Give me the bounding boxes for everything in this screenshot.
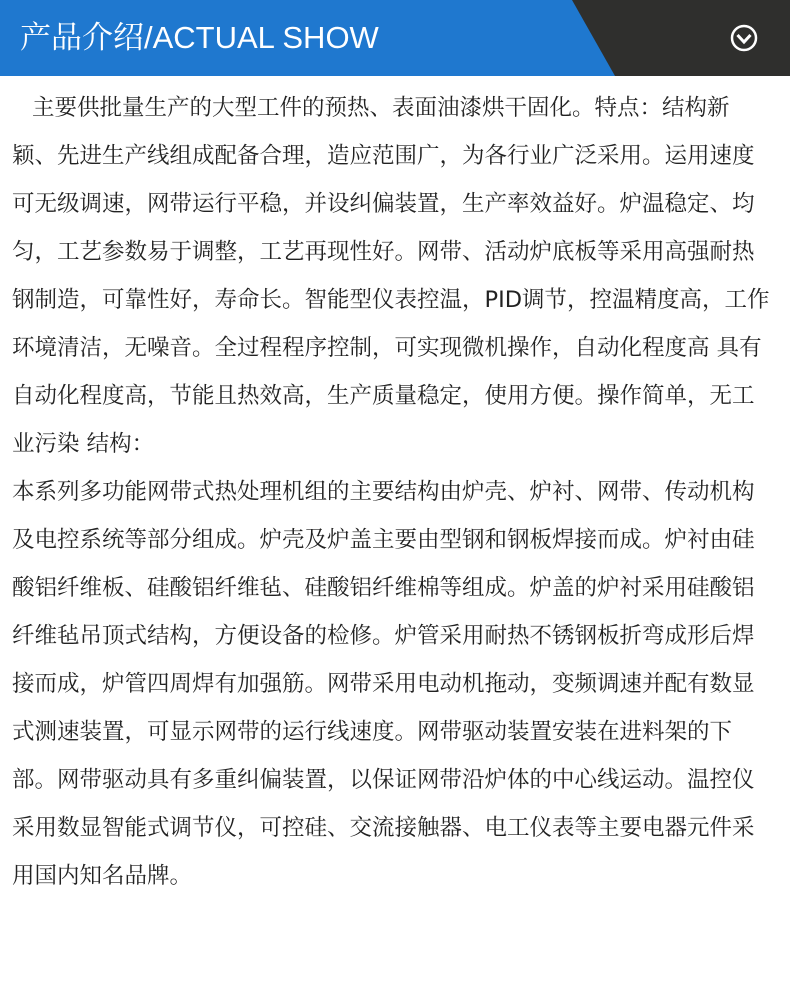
product-description (0, 84, 790, 900)
section-header (0, 0, 790, 76)
paragraph-features: 主要供批量生产的大型工件的预热、表面油漆烘干固化。特点：结构新颖、先进生产线组成配备合理，造应范围广，为各行业广泛采用。运用速度可无级调速，网带运行平稳，并设纠偏装置，生产率效益好。炉温稳定、均匀，工艺参数易于调整，工艺再现性好。网带、活动炉底板等采用高强耐热钢制造，可靠性好，寿命长。智能型仪表控温，PID调节，控温精度高，工作环境清洁，无噪音。全过程程序控制，可实现微机操作，自动化程度高 具有自动化程度高，节能且热效高，生产质量稳定，使用方便。操作简单，无工业污染 结构： (12, 95, 770, 457)
chevron-down-circle-icon[interactable] (730, 24, 758, 52)
paragraph-structure: 本系列多功能网带式热处理机组的主要结构由炉壳、炉衬、网带、传动机构及电控系统等部分组成。炉壳及炉盖主要由型钢和钢板焊接而成。炉衬由硅酸铝纤维板、硅酸铝纤维毡、硅酸铝纤维棉等组成。炉盖的炉衬采用硅酸铝纤维毡吊顶式结构，方便设备的检修。炉管采用耐热不锈钢板折弯成形后焊接而成，炉管四周焊有加强筋。网带采用电动机拖动，变频调速并配有数显式测速装置，可显示网带的运行线速度。网带驱动装置安装在进料架的下部。网带驱动具有多重纠偏装置，以保证网带沿炉体的中心线运动。温控仪采用数显智能式调节仪，可控硅、交流接触器、电工仪表等主要电器元件采用国内知名品牌。 (12, 479, 755, 889)
section-title: 产品介绍/ACTUAL SHOW (20, 20, 379, 55)
